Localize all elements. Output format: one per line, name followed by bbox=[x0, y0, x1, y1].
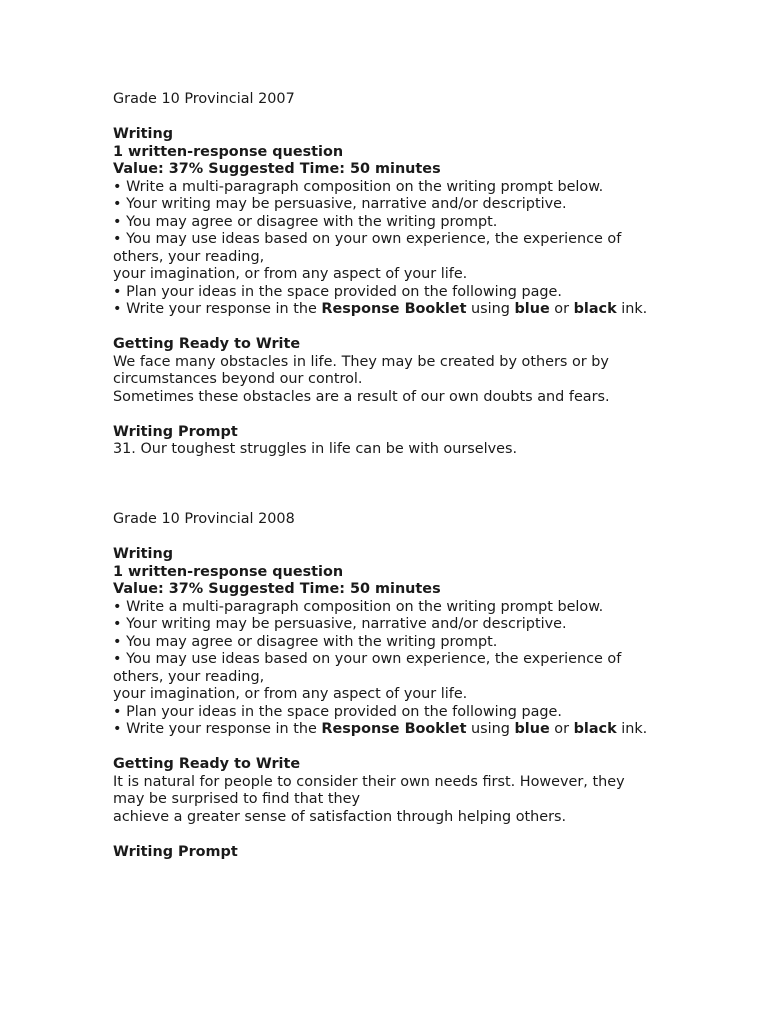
getting-ready-text: We face many obstacles in life. They may be created by others or by circumstances beyond our control. bbox=[113, 353, 609, 387]
bullet-item: • Your writing may be persuasive, narrative and/or descriptive. bbox=[113, 196, 567, 212]
spacer bbox=[113, 494, 653, 512]
section-title: Grade 10 Provincial 2007 bbox=[113, 91, 295, 107]
ink-text: ink. bbox=[616, 301, 648, 317]
black-text: black bbox=[573, 721, 617, 737]
spacer bbox=[113, 826, 653, 844]
bullet-item: • Write a multi-paragraph composition on the writing prompt below. bbox=[113, 598, 604, 615]
section-2007 bbox=[113, 91, 653, 459]
bullet-item: your imagination, or from any aspect of your life. bbox=[113, 266, 468, 282]
question-label: 1 written-response question bbox=[113, 563, 344, 580]
response-booklet-text: Response Booklet bbox=[321, 301, 467, 317]
section-2008 bbox=[113, 511, 653, 861]
bullet-item: • Write a multi-paragraph composition on the writing prompt below. bbox=[113, 178, 604, 195]
using-text: using bbox=[466, 301, 515, 317]
writing-prompt-label: Writing Prompt bbox=[113, 423, 238, 440]
document-body bbox=[113, 91, 653, 861]
bullet-item: your imagination, or from any aspect of your life. bbox=[113, 686, 468, 702]
bullet-item: • Your writing may be persuasive, narrative and/or descriptive. bbox=[113, 616, 567, 632]
writing-label: Writing bbox=[113, 546, 174, 562]
using-text: using bbox=[466, 721, 515, 737]
value-line: Value: 37% Suggested Time: 50 minutes bbox=[113, 161, 441, 177]
bullet-item: • Plan your ideas in the space provided on the following page. bbox=[113, 703, 562, 720]
getting-ready-text: Sometimes these obstacles are a result of our own doubts and fears. bbox=[113, 388, 610, 405]
bullet-prefix: • Write your response in the bbox=[113, 721, 322, 737]
bullet-item-response bbox=[113, 721, 653, 739]
spacer bbox=[113, 406, 653, 424]
blue-text: blue bbox=[514, 301, 550, 317]
or-text: or bbox=[549, 721, 574, 737]
spacer bbox=[113, 529, 653, 547]
question-label: 1 written-response question bbox=[113, 143, 344, 160]
bullet-prefix: • Write your response in the bbox=[113, 301, 322, 317]
getting-ready-label: Getting Ready to Write bbox=[113, 756, 301, 772]
spacer bbox=[113, 319, 653, 337]
bullet-item: • Plan your ideas in the space provided on the following page. bbox=[113, 283, 562, 300]
writing-prompt-text: 31. Our toughest struggles in life can be with ourselves. bbox=[113, 441, 518, 457]
response-booklet-text: Response Booklet bbox=[321, 721, 467, 737]
bullet-item: • You may agree or disagree with the writing prompt. bbox=[113, 213, 498, 230]
getting-ready-text: It is natural for people to consider their own needs first. However, they may be surprised to find that they bbox=[113, 773, 625, 807]
getting-ready-text: achieve a greater sense of satisfaction through helping others. bbox=[113, 808, 567, 825]
writing-label: Writing bbox=[113, 126, 174, 142]
section-title: Grade 10 Provincial 2008 bbox=[113, 511, 295, 527]
bullet-item: • You may use ideas based on your own experience, the experience of others, your reading, bbox=[113, 651, 622, 685]
spacer bbox=[113, 459, 653, 494]
black-text: black bbox=[573, 301, 617, 317]
bullet-item-response bbox=[113, 301, 653, 319]
writing-prompt-label: Writing Prompt bbox=[113, 843, 238, 860]
spacer bbox=[113, 739, 653, 757]
blue-text: blue bbox=[514, 721, 550, 737]
value-line: Value: 37% Suggested Time: 50 minutes bbox=[113, 581, 441, 597]
getting-ready-label: Getting Ready to Write bbox=[113, 336, 301, 352]
spacer bbox=[113, 109, 653, 127]
bullet-item: • You may use ideas based on your own experience, the experience of others, your reading, bbox=[113, 231, 622, 265]
or-text: or bbox=[549, 301, 574, 317]
bullet-item: • You may agree or disagree with the writing prompt. bbox=[113, 633, 498, 650]
ink-text: ink. bbox=[616, 721, 648, 737]
